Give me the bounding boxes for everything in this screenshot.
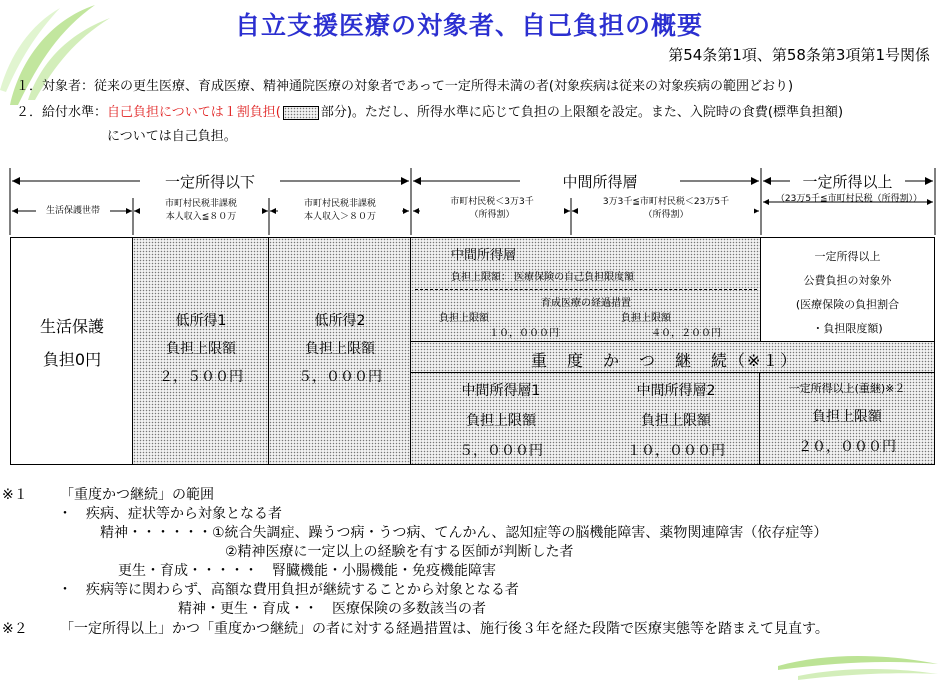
band-high-income: 一定所得以上: [790, 171, 905, 192]
note1-title: 「重度かつ継続」の範囲: [60, 487, 214, 503]
legal-reference: 第54条第1項、第58条第3項第1号関係: [668, 46, 930, 64]
target-persons-line: １．対象者：従来の更生医療、育成医療、精神通院医療の対象者であって一定所得未満の者(対象疾病は従来の対象疾病の範囲どおり): [16, 79, 794, 94]
benefit-prefix: ２．給付水準：: [16, 105, 108, 120]
cell-low-income-1: [132, 237, 270, 465]
sub-header-c3-line1: 市町村民税非課税: [303, 199, 376, 209]
sub-header-c4-line2: （所得割）: [469, 210, 515, 220]
middle-title: 中間所得層: [451, 248, 517, 263]
page-title: 自立支援医療の対象者、自己負担の概要: [234, 11, 703, 40]
middle-limit-b-value: ４０，２００円: [651, 328, 721, 339]
note1-bullet1-line2: ②精神医療に一定以上の経験を有する医師が判断した者: [225, 544, 574, 560]
sub-header-c5-line2: （所得割）: [643, 210, 689, 220]
note2-mark: ※２: [2, 621, 28, 637]
severe3-limit-label: 負担上限額: [812, 409, 882, 425]
note1-mark: ※１: [2, 487, 28, 503]
middle-transition-label: 育成医療の経過措置: [541, 298, 631, 309]
severe-label: 重 度 か つ 継 続（※１）: [531, 351, 799, 370]
sub-header-c2-line1: 市町村民税非課税: [164, 199, 237, 209]
low1-label: 低所得1: [175, 313, 227, 329]
severe1-limit-label: 負担上限額: [466, 413, 536, 429]
sub-header-c6: （23万5千≦市町村民税（所得割））: [775, 194, 923, 204]
severe2-label: 中間所得層2: [636, 383, 716, 399]
benefit-level-line: [16, 101, 843, 120]
band-low-income: 一定所得以下: [140, 171, 280, 192]
low2-label: 低所得2: [314, 313, 366, 329]
cell-severe-continuous: [410, 341, 935, 465]
severe-mid2: [601, 380, 751, 460]
middle-limit-b-label: 負担上限額: [621, 313, 671, 324]
high-line-3: (医療保険の負担割合: [795, 298, 900, 311]
severe-mid1: [431, 380, 571, 460]
middle-dashed-divider: [415, 289, 757, 290]
note1-bullet2-line1: 精神・更生・育成・・ 医療保険の多数該当の者: [178, 601, 486, 617]
sub-header-c4-line1: 市町村民税＜3万3千: [450, 197, 534, 207]
note2-text: 「一定所得以上」かつ「重度かつ継続」の者に対する経過措置は、施行後３年を経た段階で医療実態等を踏まえて見直す。: [60, 621, 829, 637]
note1-bullet2: ・ 疾病等に関わらず、高額な費用負担が継続することから対象となる者: [58, 582, 519, 598]
high-line-1: 一定所得以上: [814, 250, 881, 263]
sub-header-c2: [140, 198, 262, 224]
note1-bullet1-line1: 精神・・・・・・①統合失調症、躁うつ病・うつ病、てんかん、認知症等の脳機能障害、薬物関連障害（依存症等）: [100, 525, 828, 541]
benefit-mid-text: 部分)。ただし、所得水準に応じて負担の上限額を設定。また、入院時の食費(標準負担額): [320, 105, 844, 120]
high-line-2: 公費負担の対象外: [803, 274, 892, 287]
sub-header-c5: [578, 196, 754, 222]
low1-limit-value: ２，５００円: [159, 369, 243, 385]
benefit-red-text: 自己負担については１割負担(: [107, 105, 281, 120]
sub-header-welfare: 生活保護世帯: [36, 205, 110, 218]
benefit-line-2: については自己負担。: [107, 129, 237, 144]
severe3-label: 一定所得以上(重継)※２: [788, 382, 906, 395]
middle-limit-text: 負担上限額： 医療保険の自己負担限度額: [451, 272, 635, 283]
severe1-label: 中間所得層1: [461, 383, 541, 399]
cell-middle-income: [410, 237, 762, 343]
middle-limit-a-value: １０，０００円: [489, 328, 559, 339]
sub-header-c5-line1: 3万3千≦市町村民税＜23万5千: [602, 197, 730, 207]
welfare-burden: 負担0円: [42, 350, 102, 369]
middle-limit-a-label: 負担上限額: [439, 313, 489, 324]
severe2-limit-value: １０，０００円: [627, 443, 725, 459]
low2-limit-value: ５，０００円: [298, 369, 382, 385]
cell-low-income-2: [268, 237, 412, 465]
sub-header-c2-line2: 本人収入≦８０万: [165, 212, 237, 222]
severe1-limit-value: ５，０００円: [459, 443, 543, 459]
low2-limit-label: 負担上限額: [305, 341, 375, 357]
note1-bullet1-line3: 更生・育成・・・・・ 腎臓機能・小腸機能・免疫機能障害: [118, 563, 496, 579]
severe-divider-h: [411, 372, 934, 373]
severe3-limit-value: ２０，０００円: [798, 439, 896, 455]
cell-welfare: [10, 237, 134, 465]
sub-header-c4: [420, 196, 564, 222]
note1-bullet1: ・ 疾病、症状等から対象となる者: [58, 506, 282, 522]
severe-high: [761, 380, 933, 456]
welfare-label: 生活保護: [39, 317, 104, 336]
sub-header-c3-line2: 本人収入＞８０万: [303, 212, 376, 222]
band-middle-income: 中間所得層: [520, 171, 680, 192]
sub-header-c3: [278, 198, 402, 224]
high-line-4: ・負担限度額): [812, 322, 883, 335]
low1-limit-label: 負担上限額: [166, 341, 236, 357]
cell-high-income: [760, 237, 935, 343]
severe2-limit-label: 負担上限額: [641, 413, 711, 429]
severe-divider-v: [759, 372, 760, 464]
dotted-legend-swatch: [283, 106, 319, 120]
leaf-decoration-bottom-right: [778, 652, 938, 682]
